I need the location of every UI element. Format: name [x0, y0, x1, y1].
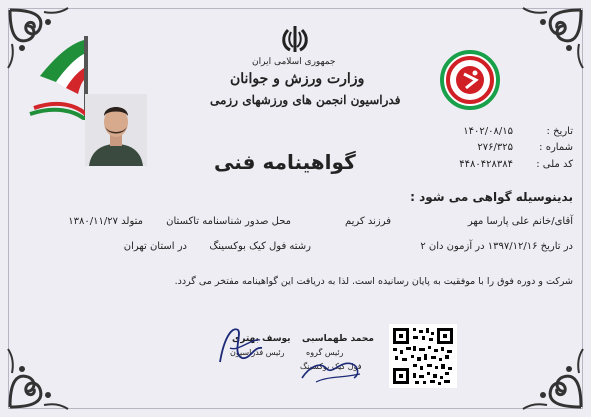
date-value: ۱۴۰۲/۰۸/۱۵ [463, 126, 513, 137]
corner-ornament-icon [517, 343, 587, 413]
person-photo [85, 94, 147, 166]
father-name: فرزند کریم [344, 216, 391, 227]
right-signature-icon [296, 348, 366, 388]
left-signature-icon [212, 318, 272, 368]
right-signer-sub: فول کیک بوکسینگ [300, 362, 362, 371]
sport-field: رشته فول کیک بوکسینگ [209, 241, 311, 252]
left-signer-name: یوسف بهتری [232, 334, 291, 344]
exam-info: در تاریخ ۱۳۹۷/۱۲/۱۶ در آزمون دان ۲ [420, 241, 573, 252]
province: در استان تهران [123, 241, 187, 252]
number-label: شماره : [539, 142, 573, 153]
certificate-title: گواهینامه فنی [214, 150, 356, 174]
date-label: تاریخ : [546, 126, 573, 137]
right-signer-title: رئیس گروه [306, 348, 344, 357]
holder-name: آقای/خانم علی پارسا مهر [467, 216, 573, 227]
ministry-label: وزارت ورزش و جوانان [230, 71, 365, 87]
republic-label: جمهوری اسلامی ایران [252, 57, 336, 67]
right-signer-name: محمد طهماسبی [302, 334, 374, 344]
federation-label: فدراسیون انجمن های ورزشهای رزمی [210, 93, 401, 107]
number-value: ۲۷۶/۳۲۵ [477, 142, 513, 153]
issue-place: محل صدور شناسنامه تاکستان [166, 216, 291, 227]
completion-text: شرکت و دوره فوق را با موفقیت به پایان رسانیده است. لذا به دریافت این گواهینامه مفتخر می گردد. [174, 276, 573, 287]
iran-emblem-icon [278, 22, 312, 56]
qr-code [389, 324, 457, 388]
corner-ornament-icon [517, 4, 587, 74]
national-code-label: کد ملی : [536, 159, 573, 170]
birth-date: متولد ۱۳۸۰/۱۱/۲۷ [68, 216, 143, 227]
intro-text: بدینوسیله گواهی می شود : [410, 190, 573, 204]
corner-ornament-icon [4, 343, 74, 413]
national-code-value: ۴۴۸۰۴۲۸۳۸۴ [459, 159, 513, 170]
left-signer-title: رئیس فدراسیون [230, 348, 285, 357]
federation-logo-icon [440, 50, 500, 110]
